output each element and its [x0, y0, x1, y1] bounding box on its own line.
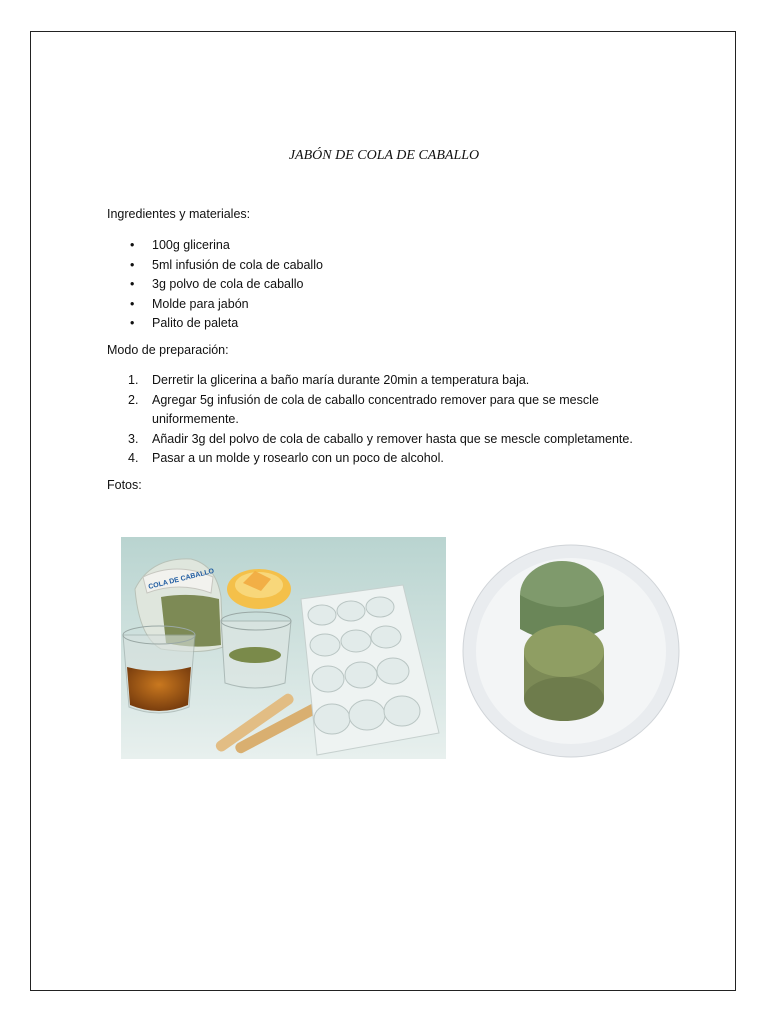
bullet-icon: • — [130, 277, 135, 291]
bag-label: COLA DE CABALLO — [147, 567, 215, 591]
glycerin-bowl — [227, 569, 291, 609]
step-number: 1. — [128, 373, 139, 387]
step-text: Derretir la glicerina a baño maría durante 20min a temperatura baja. — [152, 373, 530, 387]
bullet-icon: • — [130, 316, 135, 330]
soap-bar-front — [524, 625, 604, 721]
document-title: JABÓN DE COLA DE CABALLO — [288, 148, 480, 163]
list-item — [107, 236, 323, 256]
bullet-icon: • — [130, 257, 135, 272]
list-item — [107, 371, 647, 391]
step-text: Pasar a un molde y rosearlo con un poco de alcohol. — [152, 451, 444, 465]
materials-photo — [121, 537, 446, 759]
list-item — [107, 449, 647, 469]
step-number: 3. — [128, 431, 139, 446]
step-text: Agregar 5g infusión de cola de caballo concentrado remover para que se mescle uniformemente. — [152, 392, 599, 426]
list-item — [107, 275, 323, 295]
ingredient-text: Palito de paleta — [152, 316, 239, 330]
step-number: 4. — [128, 451, 139, 465]
powder-glass — [221, 612, 291, 688]
ingredients-heading: Ingredientes y materiales: — [107, 207, 251, 221]
steps-list — [107, 371, 647, 469]
step-text: Añadir 3g del polvo de cola de caballo y remover hasta que se mescle completamente. — [152, 431, 633, 446]
list-item — [107, 430, 647, 450]
ingredients-list — [107, 236, 323, 334]
page-border — [30, 31, 736, 991]
list-item — [107, 391, 647, 430]
ingredient-text: 3g polvo de cola de caballo — [152, 277, 304, 291]
list-item — [107, 256, 323, 276]
infusion-glass — [123, 626, 195, 713]
bullet-icon: • — [130, 296, 135, 311]
step-number: 2. — [128, 392, 139, 407]
preparation-heading: Modo de preparación: — [107, 343, 229, 357]
bullet-icon: • — [130, 238, 135, 252]
ingredient-text: Molde para jabón — [152, 296, 249, 311]
finished-soap-photo — [460, 541, 682, 761]
photos-heading: Fotos: — [107, 478, 142, 492]
ingredient-text: 100g glicerina — [152, 238, 230, 252]
list-item — [107, 295, 323, 315]
ingredient-text: 5ml infusión de cola de caballo — [152, 257, 323, 272]
list-item — [107, 314, 323, 334]
